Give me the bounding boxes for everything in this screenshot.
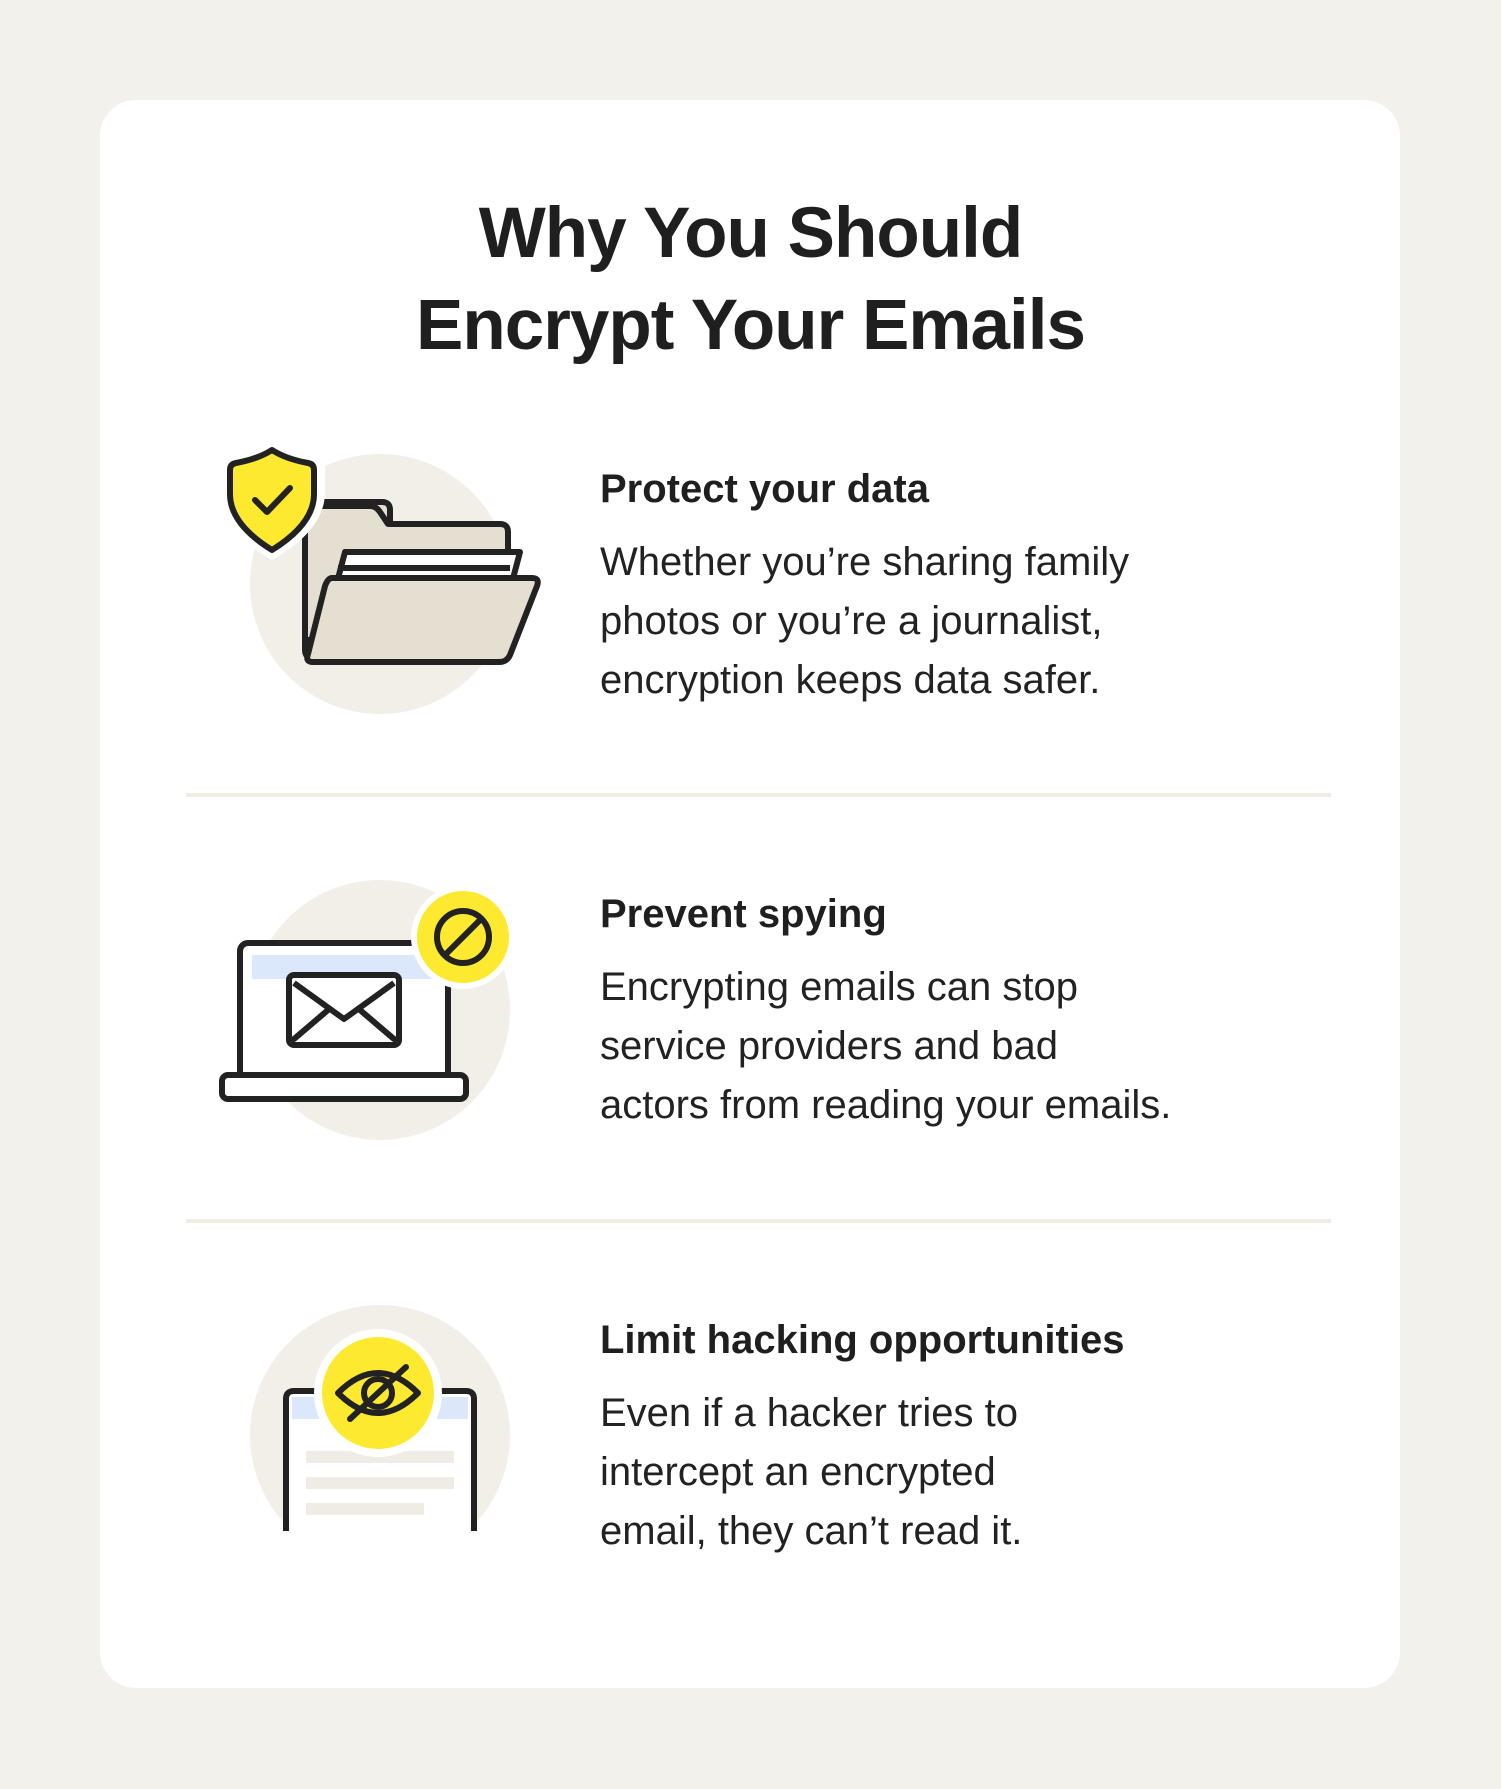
divider	[186, 793, 1331, 797]
description-line: photos or you’re a journalist,	[600, 599, 1103, 643]
page-title	[0, 188, 1501, 372]
section-description	[600, 1384, 1290, 1561]
section-description	[600, 958, 1290, 1135]
section-description	[600, 533, 1290, 710]
description-line: actors from reading your emails.	[600, 1083, 1172, 1127]
document-hidden-eye-icon	[210, 1291, 550, 1591]
description-line: service providers and bad	[600, 1024, 1059, 1068]
description-line: email, they can’t read it.	[600, 1509, 1023, 1553]
laptop-email-blocked-icon	[210, 865, 550, 1165]
section-prevent-spying	[0, 865, 1501, 1165]
title-line-1: Why You Should	[478, 194, 1023, 273]
title-line-2: Encrypt Your Emails	[416, 286, 1085, 365]
description-line: Even if a hacker tries to	[600, 1391, 1018, 1435]
section-heading: Protect your data	[600, 467, 929, 511]
description-line: Whether you’re sharing family	[600, 540, 1130, 584]
description-line: Encrypting emails can stop	[600, 965, 1079, 1009]
divider	[186, 1219, 1331, 1223]
description-line: encryption keeps data safer.	[600, 658, 1101, 702]
section-protect-data	[0, 440, 1501, 740]
section-heading: Prevent spying	[600, 892, 887, 936]
description-line: intercept an encrypted	[600, 1450, 996, 1494]
section-heading: Limit hacking opportunities	[600, 1318, 1125, 1362]
section-limit-hacking	[0, 1291, 1501, 1591]
shield-folder-icon	[210, 440, 550, 740]
